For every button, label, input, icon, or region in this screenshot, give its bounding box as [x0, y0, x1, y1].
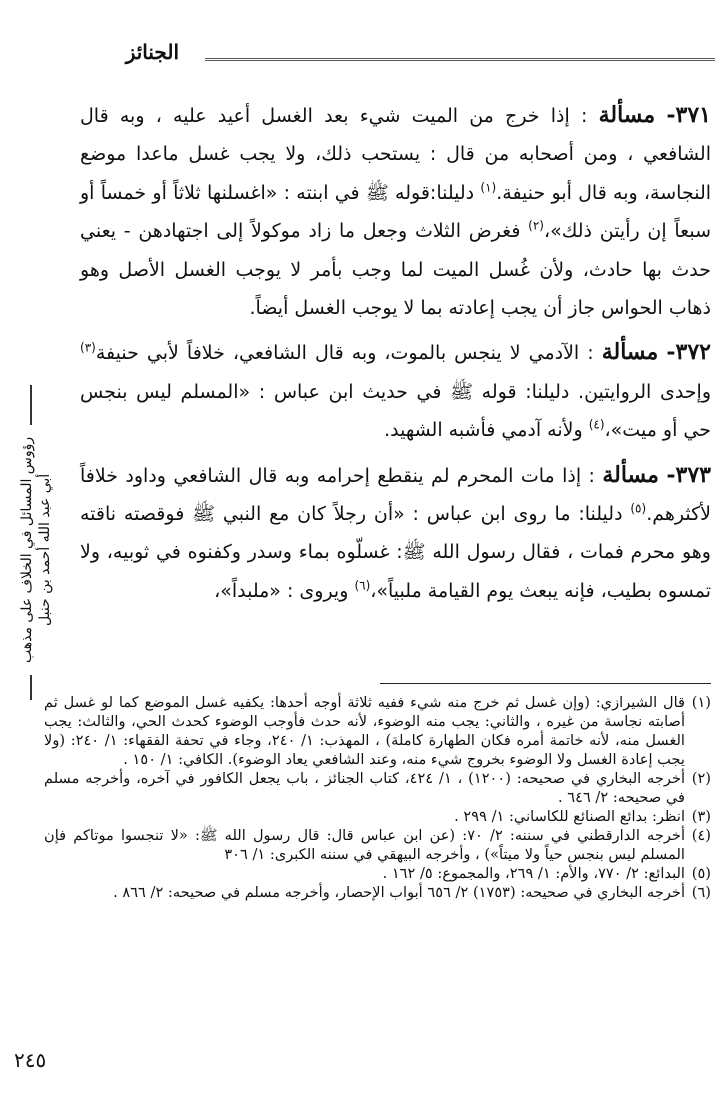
footnote-number: (٢)	[691, 770, 711, 787]
masala-text: : إذا مات المحرم لم ينقطع إحرامه وبه قال الشافعي وداود خلافاً لأكثرهم.	[80, 464, 711, 526]
masala-text: ويروى : «ملبداً»،	[214, 579, 349, 602]
masala-word: مسألة	[602, 461, 659, 488]
footnote-text: البدائع: ٢/ ٧٧٠، والأم: ١/ ٢٦٩، والمجموع: ٥/ ١٦٢ .	[382, 865, 685, 882]
footnote	[44, 807, 711, 826]
masala-number: ٣٧١-	[666, 102, 711, 128]
footnote-number: (٣)	[691, 808, 711, 825]
masala-text: فغرض الثلاث وجعل ما زاد موكولاً إلى اجتهادهن - يعني حدث بها حادث، ولأن غُسل الميت لما وجب بأمر لا يوجب الغسل الأصل وهو ذهاب الحواس جاز أن يجب إعادته بما لا يوجب الغسل أيضاً.	[80, 220, 711, 320]
footnote-ref: (٣)	[80, 341, 96, 356]
footnote-number: (٦)	[691, 884, 711, 901]
masala-372	[80, 333, 711, 449]
masala-373	[80, 456, 711, 611]
footnote	[44, 864, 711, 883]
masala-text: : إذا خرج من الميت شيء بعد الغسل أعيد عليه ، وبه قال الشافعي ، ومن أصحابه من قال : يستحب ذلك، ولا يجب غسل ماعدا موضع النجاسة، وبه قال أبو حنيفة.	[80, 105, 712, 204]
header-rule	[205, 58, 715, 63]
footnote-number: (١)	[691, 694, 711, 711]
masala-number: ٣٧٢-	[666, 339, 711, 366]
footnote	[44, 883, 711, 902]
footnote-text: انظر: بدائع الصنائع للكاساني: ١/ ٢٩٩ .	[454, 808, 685, 825]
masala-text: : الآدمي لا ينجس بالموت، وبه قال الشافعي، خلافاً لأبي حنيفة	[95, 342, 594, 365]
side-rule-top	[30, 385, 32, 425]
footnote-ref: (١)	[480, 180, 497, 195]
masala-text: دليلنا: ما روى ابن عباس : «أن رجلاً كان مع النبي ﷺ فوقصته ناقته وهو محرم فمات ، فقال رسول الله ﷺ: غسلّوه بماء وسدر وكفنوه في ثوبيه، ولا تمسوه بطيب، فإنه يبعث يوم القيامة ملبياً»،	[80, 503, 711, 602]
footnote-text: أخرجه البخاري في صحيحه: (١٢٠٠) ، ١/ ٤٢٤، كتاب الجنائز ، باب يجعل الكافور في آخره، وأخرجه مسلم في صحيحه: ٢/ ٦٤٦ .	[44, 770, 686, 806]
page-number: ٢٤٥	[14, 1048, 47, 1072]
footnote-ref: (٢)	[528, 218, 544, 233]
footnote-ref: (٦)	[354, 578, 371, 593]
main-text	[80, 96, 711, 616]
footnote-rule	[380, 683, 711, 684]
footnote-ref: (٥)	[630, 501, 647, 516]
side-running-title: رؤوس المسائل في الخلاف على مذهب أبي عبد الله أحمد بن حنبل	[19, 436, 53, 664]
masala-text: ولأنه آدمي فأشبه الشهيد.	[384, 419, 583, 442]
masala-371	[80, 96, 711, 327]
masala-word: مسألة	[601, 339, 659, 366]
footnotes	[44, 693, 711, 902]
masala-number: ٣٧٣-	[666, 461, 711, 488]
side-rule-bottom	[30, 675, 32, 700]
masala-text: وإحدى الروايتين. دليلنا: قوله ﷺ في حديث ابن عباس : «المسلم ليس بنجس حي أو ميت»،	[80, 380, 711, 442]
footnote	[44, 693, 711, 769]
footnote-text: قال الشيرازي: (وإن غسل ثم خرج منه شيء ففيه ثلاثة أوجه أحدها: يكفيه غسل الموضع كما لو غسل ثم أصابته نجاسة من غيره ، والثاني: يجب منه الوضوء، لأنه حدث فأوجب الوضوء كحدث الحي، والثالث: يجب الغسل منه، لأنه خاتمة أمره فكان الطهارة كاملة) ، المهذب: ١/ ٢٤٠، وجاء في تحفة الفقهاء: ١/ ٢٤٠: (ولا يجب إعادة الغسل ولا الوضوء بخروج شيء منه، وعند الشافعي يعاد الوضوء). الكافي: ١/ ١٥٠ .	[44, 694, 685, 768]
footnote	[44, 769, 711, 807]
running-header-title: الجنائز	[125, 40, 179, 64]
footnote-text: أخرجه الدارقطني في سننه: ٢/ ٧٠: (عن ابن عباس قال: قال رسول الله ﷺ: «لا تنجسوا موتاكم فإن المسلم ليس بنجس حياً ولا ميتاً») ، وأخرجه البيهقي في سننه الكبرى: ١/ ٣٠٦	[44, 827, 685, 863]
footnote-text: أخرجه البخاري في صحيحه: (١٧٥٣) ٢/ ٦٥٦ أبواب الإحصار، وأخرجه مسلم في صحيحه: ٢/ ٨٦٦ .	[113, 884, 685, 901]
masala-word: مسألة	[598, 102, 656, 128]
footnote-ref: (٤)	[588, 417, 605, 432]
masala-text: دليلنا:قوله ﷺ في ابنته : «اغسلنها ثلاثاً أو خمساً أو سبعاً إن رأيتن ذلك»،	[80, 181, 711, 243]
footnote-number: (٤)	[691, 827, 711, 844]
footnote	[44, 826, 711, 864]
footnote-number: (٥)	[691, 865, 711, 882]
